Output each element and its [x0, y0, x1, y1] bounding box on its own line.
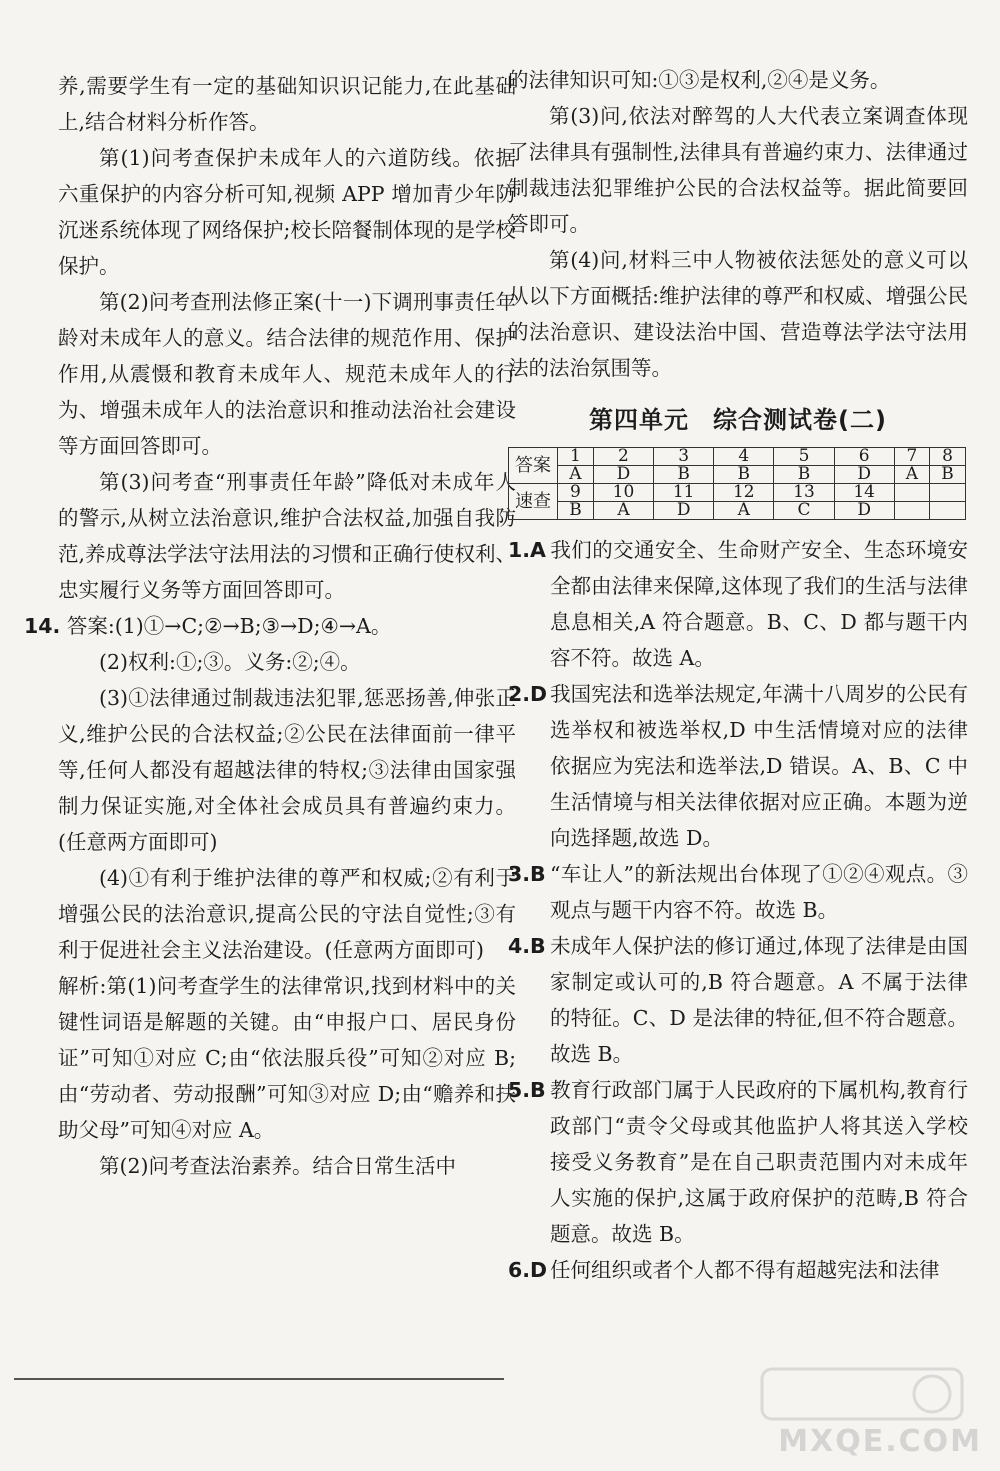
answer-item [508, 532, 968, 676]
answer-item-number: 2.D [508, 682, 548, 706]
answer-item-number: 3.B [508, 862, 546, 886]
answer-item [508, 856, 968, 928]
table-label: 速查 [509, 484, 558, 520]
answer-item [508, 1252, 968, 1288]
answer-item [508, 1072, 968, 1252]
answer-item-text: 教育行政部门属于人民政府的下属机构,教育行政部门“责令父母或其他监护人将其送入学校接受义务教育”是在自己职责范围内对未成年人实施的保护,这属于政府保护的范畴,B 符合题意。故选 B。 [550, 1078, 968, 1246]
table-cell: D [654, 502, 714, 520]
table-cell: D [593, 466, 653, 484]
watermark-icon [742, 1359, 982, 1429]
table-cell: 12 [714, 484, 774, 502]
watermark-text: MXQE.COM [778, 1424, 982, 1459]
table-cell: B [774, 466, 834, 484]
table-row [509, 502, 966, 520]
answer-item-number: 1.A [508, 538, 546, 562]
table-cell: 14 [834, 484, 894, 502]
q14-answer-line [24, 608, 516, 644]
table-cell: 4 [714, 448, 774, 466]
table-cell: 13 [774, 484, 834, 502]
table-cell [930, 484, 966, 502]
q14-analysis: 解析:第(1)问考查学生的法律常识,找到材料中的关键性词语是解题的关键。由“申报户口、居民身份证”可知①对应 C;由“依法服兵役”可知②对应 B;由“劳动者、劳动报酬”可知③对应 D;由“赡养和扶助父母”可知④对应 A。 [58, 974, 516, 1142]
section-heading [508, 400, 968, 435]
q14-answer-2: (2)权利:①;③。义务:②;④。 [99, 650, 361, 674]
answer-item-number: 5.B [508, 1078, 546, 1102]
table-cell: A [558, 466, 594, 484]
q14-number: 14. [24, 614, 61, 638]
table-cell: D [834, 502, 894, 520]
table-cell: 2 [593, 448, 653, 466]
table-cell: A [894, 466, 929, 484]
table-cell: A [593, 502, 653, 520]
q14-answer-1: 答案:(1)①→C;②→B;③→D;④→A。 [66, 614, 392, 638]
section-unit: 第四单元 [589, 406, 690, 434]
answer-item-number: 4.B [508, 934, 546, 958]
answer-item-number: 6.D [508, 1258, 548, 1282]
table-cell: 6 [834, 448, 894, 466]
table-cell: 5 [774, 448, 834, 466]
left-column [24, 68, 516, 1184]
answer-item-text: “车让人”的新法规出台体现了①②④观点。③观点与题干内容不符。故选 B。 [550, 862, 968, 922]
answer-item-text: 任何组织或者个人都不得有超越宪法和法律 [550, 1258, 940, 1282]
watermark-logo [742, 1359, 982, 1459]
answer-item-text: 我国宪法和选举法规定,年满十八周岁的公民有选举权和被选举权,D 中生活情境对应的法律依据应为宪法和选举法,D 错误。A、B、C 中生活情境与相关法律依据对应正确。本题为逆向选择题,故选 D。 [550, 682, 968, 850]
table-cell: B [714, 466, 774, 484]
left-paragraph-1: 养,需要学生有一定的基础知识识记能力,在此基础上,结合材料分析作答。 [58, 74, 516, 134]
answer-items [508, 532, 968, 1288]
table-cell: B [930, 466, 966, 484]
left-paragraph-3: 第(2)问考查刑法修正案(十一)下调刑事责任年龄对未成年人的意义。结合法律的规范作用、保护作用,从震慑和教育未成年人、规范未成年人的行为、增强未成年人的法治意识和推动法治社会建设等方面回答即可。 [58, 290, 516, 458]
table-cell [930, 502, 966, 520]
answer-item [508, 928, 968, 1072]
table-cell: C [774, 502, 834, 520]
table-cell: 3 [654, 448, 714, 466]
answer-item-text: 我们的交通安全、生命财产安全、生态环境安全都由法律来保障,这体现了我们的生活与法律息息相关,A 符合题意。B、C、D 都与题干内容不符。故选 A。 [550, 538, 968, 670]
table-row [509, 448, 966, 466]
right-paragraph-3: 第(4)问,材料三中人物被依法惩处的意义可以从以下方面概括:维护法律的尊严和权威、增强公民的法治意识、建设法治中国、营造尊法学法守法用法的法治氛围等。 [508, 248, 968, 380]
left-paragraph-4: 第(3)问考查“刑事责任年龄”降低对未成年人的警示,从树立法治意识,维护合法权益,加强自我防范,养成尊法学法守法用法的习惯和正确行使权利、忠实履行义务等方面回答即可。 [58, 470, 516, 602]
answer-item-text: 未成年人保护法的修订通过,体现了法律是由国家制定或认可的,B 符合题意。A 不属于法律的特征。C、D 是法律的特征,但不符合题意。故选 B。 [550, 934, 968, 1066]
section-title: 综合测试卷(二) [713, 406, 887, 434]
table-cell: 1 [558, 448, 594, 466]
table-cell: 10 [593, 484, 653, 502]
q14-analysis-part2: 第(2)问考查法治素养。结合日常生活中 [99, 1154, 457, 1178]
left-paragraph-2: 第(1)问考查保护未成年人的六道防线。依据六重保护的内容分析可知,视频 APP 增加青少年防沉迷系统体现了网络保护;校长陪餐制体现的是学校保护。 [58, 146, 516, 278]
q14-answer-4: (4)①有利于维护法律的尊严和权威;②有利于增强公民的法治意识,提高公民的守法自觉性;③有利于促进社会主义法治建设。(任意两方面即可) [58, 866, 516, 962]
table-cell: A [714, 502, 774, 520]
table-row [509, 484, 966, 502]
answer-table [508, 447, 966, 520]
table-cell [894, 502, 929, 520]
table-cell: 8 [930, 448, 966, 466]
right-paragraph-1: 的法律知识可知:①③是权利,②④是义务。 [508, 68, 891, 92]
right-column [508, 68, 968, 1288]
table-cell: 11 [654, 484, 714, 502]
q14-answer-3: (3)①法律通过制裁违法犯罪,惩恶扬善,伸张正义,维护公民的合法权益;②公民在法律面前一律平等,任何人都没有超越法律的特权;③法律由国家强制力保证实施,对全体社会成员具有普遍约束力。(任意两方面即可) [58, 686, 516, 854]
right-paragraph-2: 第(3)问,依法对醉驾的人大代表立案调查体现了法律具有强制性,法律具有普遍约束力、法律通过制裁违法犯罪维护公民的合法权益等。据此简要回答即可。 [508, 104, 968, 236]
table-cell: B [654, 466, 714, 484]
table-row [509, 466, 966, 484]
table-cell: 7 [894, 448, 929, 466]
table-cell [894, 484, 929, 502]
table-cell: B [558, 502, 594, 520]
bottom-divider [14, 1378, 504, 1380]
table-cell: D [834, 466, 894, 484]
answer-item [508, 676, 968, 856]
table-cell: 9 [558, 484, 594, 502]
table-label: 答案 [509, 448, 558, 484]
